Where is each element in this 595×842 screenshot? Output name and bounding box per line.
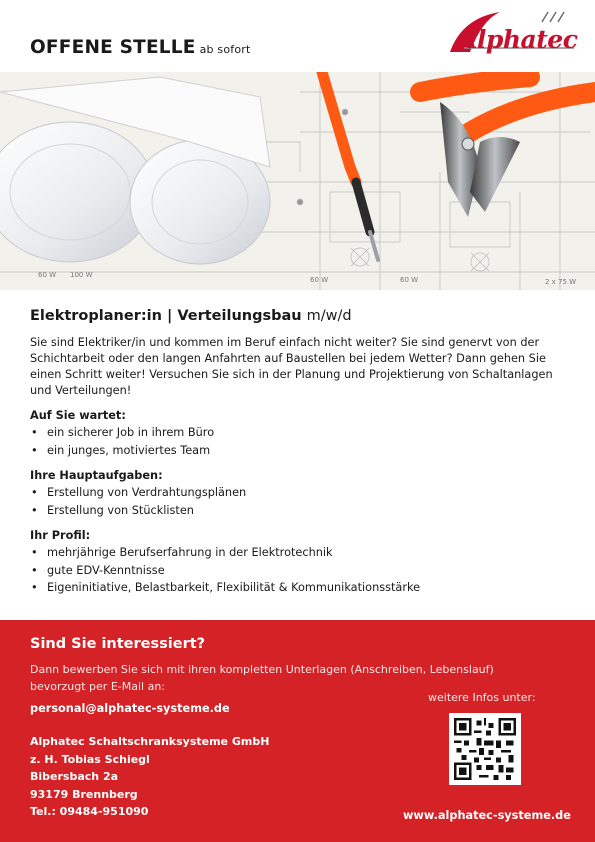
list-item: • ein junges, motiviertes Team	[30, 442, 570, 460]
blueprint-label-3: 60 W	[400, 276, 419, 284]
address-company: Alphatec Schaltschranksysteme GmbH	[30, 735, 270, 748]
intro-text: Sie sind Elektriker/in und kommen im Beruf einfach nicht weiter? Sie sind genervt von der Schichtarbeit oder den langen Anfahrten auf Baustellen bei jedem Wetter? Dann gehen Sie einen Schritt weiter! Versuchen Sie sich in der Planung und Projektierung von Schaltanlagen und Verteilungen!	[30, 336, 553, 397]
section-title-profile: Ihr Profil:	[30, 529, 91, 542]
contact-footer	[0, 620, 595, 842]
company-logo[interactable]	[442, 6, 588, 64]
address-city: 93179 Brennberg	[30, 787, 138, 801]
job-title-suffix: m/w/d	[306, 308, 352, 324]
section-title-tasks: Ihre Hauptaufgaben:	[30, 469, 163, 482]
blueprint-label-2: 60 W	[310, 276, 329, 284]
list-item: • Eigeninitiative, Belastbarkeit, Flexibilität & Kommunikationsstärke	[30, 579, 570, 597]
list-item: • ein sicherer Job in ihrem Büro	[30, 424, 570, 442]
job-title	[30, 308, 570, 324]
blueprint-label-4: 2 x 75 W	[545, 278, 577, 286]
footer-title: Sind Sie interessiert?	[30, 636, 206, 652]
list-item: • Erstellung von Verdrahtungsplänen	[30, 484, 570, 502]
job-content	[30, 308, 570, 597]
email-link[interactable]: personal@alphatec-systeme.de	[30, 702, 230, 715]
list-item: • mehrjährige Berufserfahrung in der Elektrotechnik	[30, 544, 570, 562]
header	[0, 0, 595, 72]
list-item: • gute EDV-Kenntnisse	[30, 562, 570, 580]
logo-text: Alphatec	[458, 25, 578, 54]
qr-code-icon[interactable]	[449, 713, 521, 785]
blueprint-label-1: 100 W	[70, 271, 93, 279]
blueprint-tools-image	[0, 72, 595, 290]
section-title-benefits: Auf Sie wartet:	[30, 409, 126, 422]
headline-sub: ab sofort	[199, 43, 251, 56]
footer-text: Dann bewerben Sie sich mit ihren kompletten Unterlagen (Anschreiben, Lebenslauf) bevorzugt per E-Mail an:	[30, 663, 494, 693]
tasks-list	[30, 484, 570, 519]
address-phone[interactable]: Tel.: 09484-951090	[30, 805, 149, 818]
website-link[interactable]: www.alphatec-systeme.de	[403, 809, 571, 822]
headline	[30, 37, 251, 58]
headline-text: OFFENE STELLE	[30, 37, 196, 58]
list-item: • Erstellung von Stücklisten	[30, 502, 570, 520]
profile-list	[30, 544, 570, 597]
more-info-label: weitere Infos unter:	[428, 691, 536, 704]
address-contact: z. H. Tobias Schiegl	[30, 752, 150, 766]
address-street: Bibersbach 2a	[30, 770, 119, 783]
blueprint-label-0: 60 W	[38, 271, 57, 279]
hero-image	[0, 72, 595, 290]
company-address	[30, 733, 269, 821]
benefits-list	[30, 424, 570, 459]
job-title-text: Elektroplaner:in | Verteilungsbau	[30, 308, 302, 324]
